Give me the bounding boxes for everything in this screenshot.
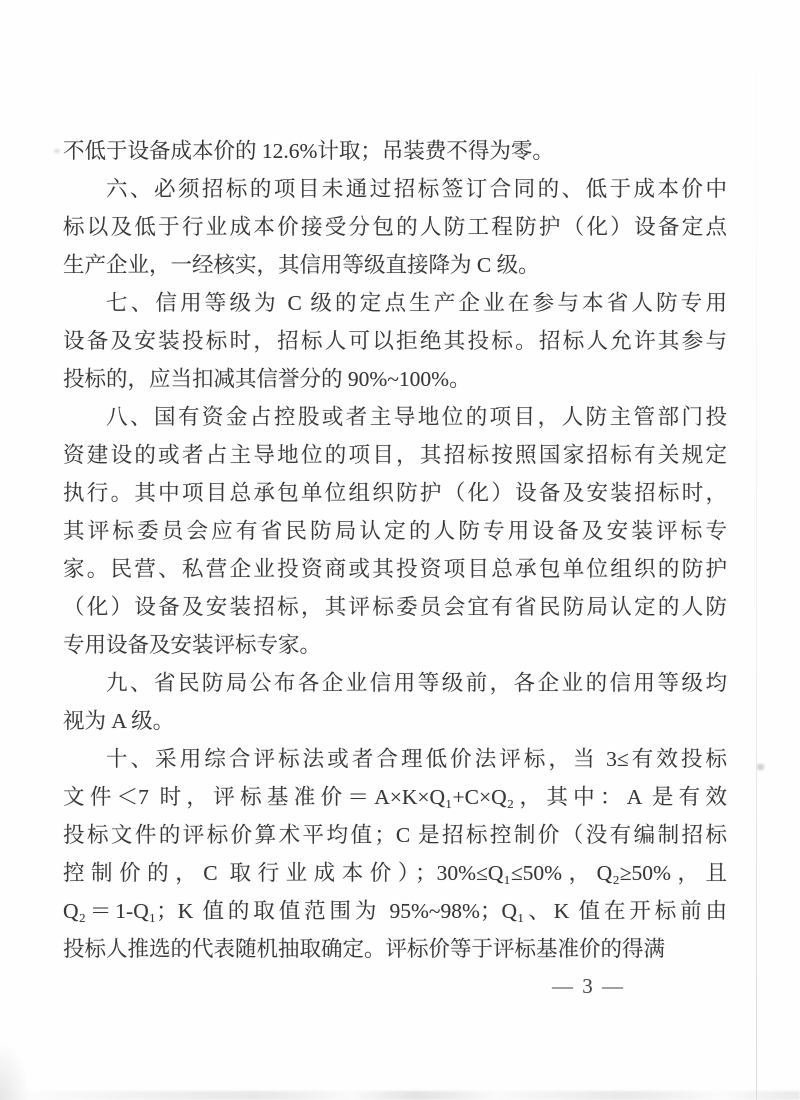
text-line: 资建设的或者占主导地位的项目，其招标按照国家招标有关规定 bbox=[63, 443, 727, 467]
scan-artifact bbox=[757, 764, 764, 770]
scan-corner-shadow bbox=[0, 1040, 30, 1100]
text-line: 家。民营、私营企业投资商或其投资项目总承包单位组织的防护 bbox=[63, 557, 727, 581]
scan-artifact bbox=[54, 149, 60, 153]
text-line: 标以及低于行业成本价接受分包的人防工程防护（化）设备定点 bbox=[63, 215, 727, 239]
text-line: 投标文件的评标价算术平均值；C 是招标控制价（没有编制招标 bbox=[63, 823, 727, 847]
text-line: 生产企业，一经核实，其信用等级直接降为 C 级。 bbox=[63, 253, 540, 277]
text-line: 十、采用综合评标法或者合理低价法评标，当 3≤有效投标 bbox=[106, 747, 727, 771]
text-line: 不低于设备成本价的 12.6%计取；吊装费不得为零。 bbox=[63, 139, 554, 163]
text-line: 设备及安装投标时，招标人可以拒绝其投标。招标人允许其参与 bbox=[63, 329, 727, 353]
page-number: — 3 — bbox=[552, 974, 625, 998]
text-line: 六、必须招标的项目未通过招标签订合同的、低于成本价中 bbox=[106, 177, 727, 201]
text-line: 执行。其中项目总承包单位组织防护（化）设备及安装招标时， bbox=[63, 481, 727, 505]
text-line: 八、国有资金占控股或者主导地位的项目，人防主管部门投 bbox=[106, 405, 727, 429]
text-line: 七、信用等级为 C 级的定点生产企业在参与本省人防专用 bbox=[106, 291, 727, 315]
document-body bbox=[63, 132, 727, 968]
text-line: 投标的，应当扣减其信誉分的 90%~100%。 bbox=[63, 367, 471, 391]
text-line: （化）设备及安装招标，其评标委员会宜有省民防局认定的人防 bbox=[63, 595, 727, 619]
text-line: 专用设备及安装评标专家。 bbox=[63, 633, 322, 657]
text-line: 文件＜7 时，评标基准价＝A×K×Q₁+C×Q₂，其中：A 是有效 bbox=[63, 785, 727, 809]
scan-edge-shadow bbox=[756, 0, 757, 1100]
scan-edge-shadow bbox=[0, 1091, 800, 1100]
text-line: 控制价的，C 取行业成本价）；30%≤Q₁≤50%，Q₂≥50%，且 bbox=[63, 861, 727, 885]
text-line: 其评标委员会应有省民防局认定的人防专用设备及安装评标专 bbox=[63, 519, 727, 543]
text-line: 九、省民防局公布各企业信用等级前，各企业的信用等级均 bbox=[106, 671, 727, 695]
text-line: 视为 A 级。 bbox=[63, 709, 175, 733]
text-line: Q₂＝1-Q₁；K 值的取值范围为 95%~98%；Q₁、K 值在开标前由 bbox=[63, 899, 727, 923]
text-line: 投标人推选的代表随机抽取确定。评标价等于评标基准价的得满 bbox=[63, 937, 666, 961]
